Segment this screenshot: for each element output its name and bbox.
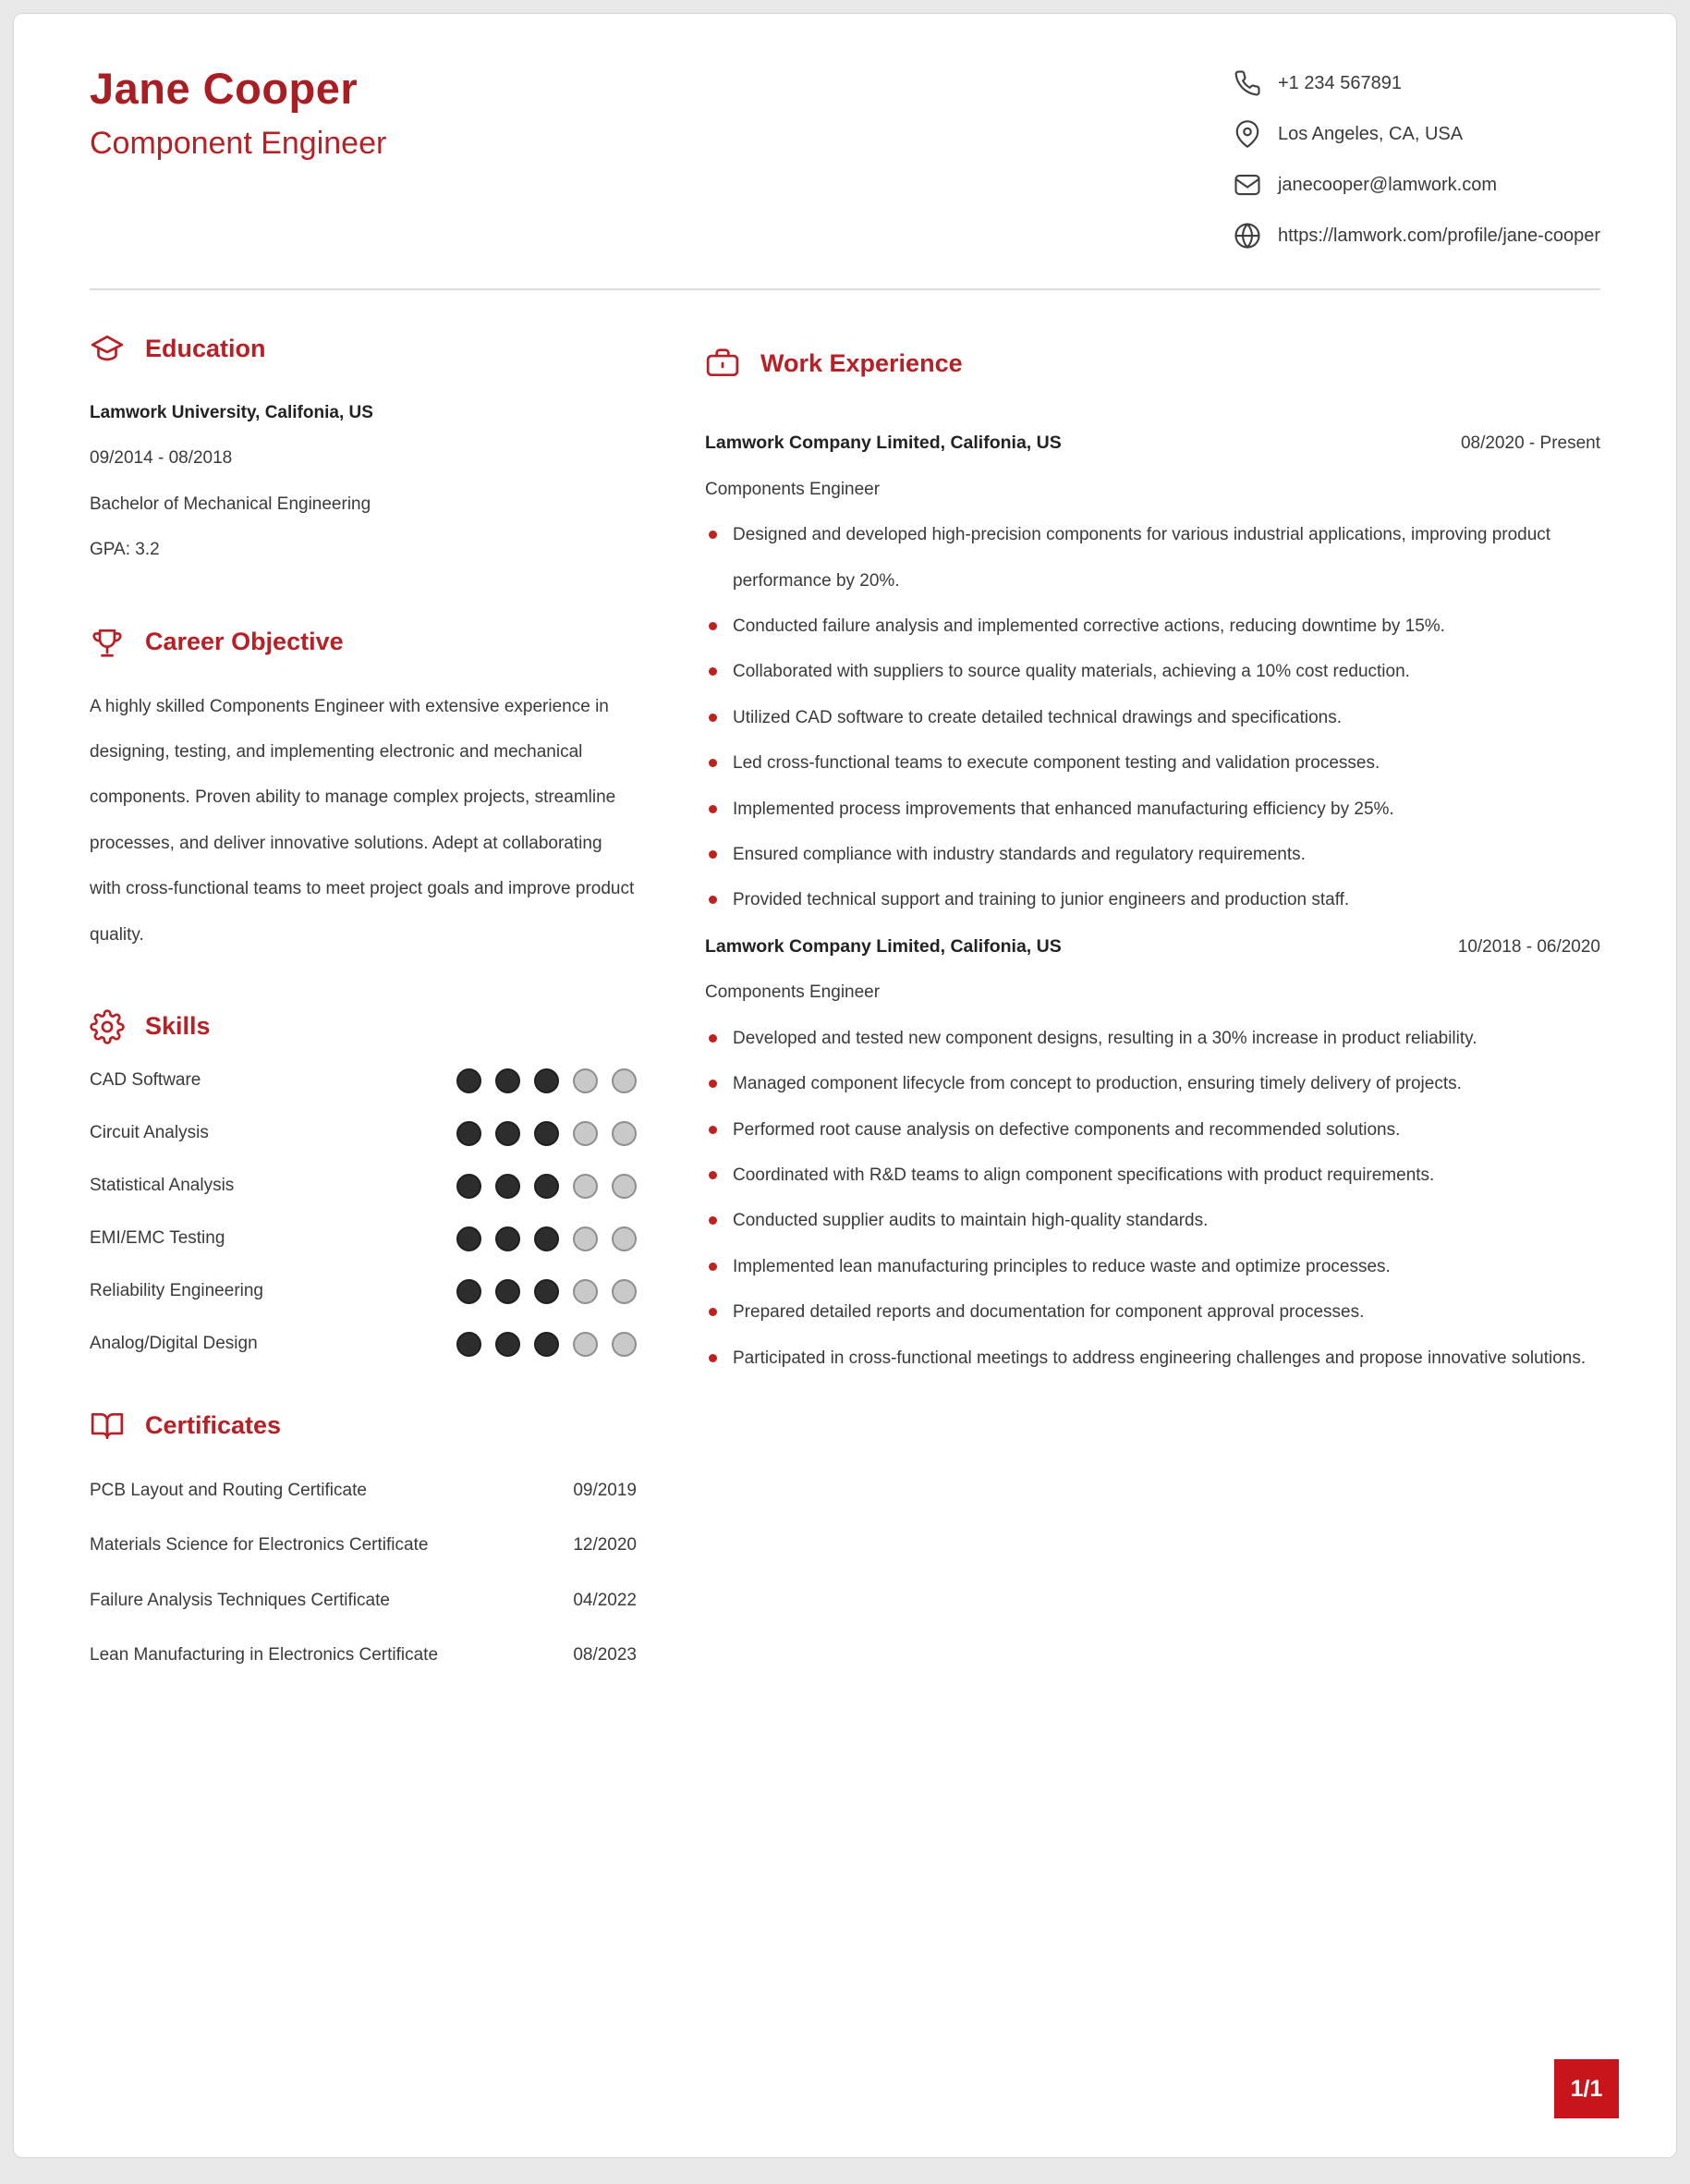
skill-dot-filled xyxy=(456,1332,481,1357)
contact-location xyxy=(1234,120,1600,148)
certificate-row xyxy=(90,1578,637,1623)
skill-dot-filled xyxy=(495,1121,520,1146)
experience-bullet: Developed and tested new component designs, resulting in a 30% increase in product reliability. xyxy=(705,1016,1600,1061)
certificate-date: 12/2020 xyxy=(573,1535,637,1556)
job-header xyxy=(705,923,1600,970)
certificate-date: 08/2023 xyxy=(573,1645,637,1665)
experience-bullet: Performed root cause analysis on defective components and recommended solutions. xyxy=(705,1107,1600,1153)
contact-location-text: Los Angeles, CA, USA xyxy=(1277,123,1464,144)
gear-icon xyxy=(90,1009,125,1044)
skill-level-dots xyxy=(456,1174,637,1199)
job-company: Lamwork Company Limited, Califonia, US xyxy=(705,433,1062,454)
experience-bullet: Ensured compliance with industry standards and regulatory requirements. xyxy=(705,832,1600,877)
experience-bullet: Prepared detailed reports and documentation for component approval processes. xyxy=(705,1289,1600,1335)
skill-dot-filled xyxy=(495,1226,520,1251)
certificate-row xyxy=(90,1522,637,1568)
skill-level-dots xyxy=(456,1068,637,1093)
email-icon xyxy=(1234,171,1261,199)
skill-dot-filled xyxy=(534,1226,559,1251)
skill-dot-empty xyxy=(612,1226,637,1251)
contact-phone-text: +1 234 567891 xyxy=(1277,72,1402,93)
education-dates: 09/2014 - 08/2018 xyxy=(90,448,233,469)
experience-bullet: Conducted failure analysis and implemented corrective actions, reducing downtime by 15%. xyxy=(705,604,1600,649)
skill-dot-empty xyxy=(612,1174,637,1199)
certificate-name: Failure Analysis Techniques Certificate xyxy=(90,1590,390,1610)
job-company: Lamwork Company Limited, Califonia, US xyxy=(705,935,1062,957)
section-heading-certificates xyxy=(90,1409,637,1444)
experience-bullet: Provided technical support and training to junior engineers and production staff. xyxy=(705,877,1600,922)
job-entry xyxy=(705,420,1600,923)
person-title: Component Engineer xyxy=(90,126,387,162)
experience-bullet: Managed component lifecycle from concept to production, ensuring timely delivery of projects. xyxy=(705,1061,1600,1106)
skill-name: Analog/Digital Design xyxy=(90,1334,258,1354)
person-name: Jane Cooper xyxy=(90,64,359,113)
contact-website xyxy=(1234,222,1600,250)
contact-website-text[interactable]: https://lamwork.com/profile/jane-cooper xyxy=(1277,225,1600,246)
skill-dot-filled xyxy=(534,1121,559,1146)
trophy-icon xyxy=(90,625,125,660)
graduation-cap-icon xyxy=(90,331,125,366)
section-title-work-experience: Work Experience xyxy=(760,349,963,377)
job-header xyxy=(705,420,1600,467)
globe-icon xyxy=(1234,222,1261,250)
education-school: Lamwork University, Califonia, US xyxy=(90,403,373,422)
experience-bullet: Conducted supplier audits to maintain high-quality standards. xyxy=(705,1198,1600,1243)
skills-section xyxy=(90,1009,637,1357)
header xyxy=(90,64,1600,250)
skill-dot-filled xyxy=(456,1121,481,1146)
contact-list xyxy=(1234,64,1600,250)
experience-bullet: Implemented lean manufacturing principles to reduce waste and optimize processes. xyxy=(705,1244,1600,1289)
location-icon xyxy=(1234,120,1261,148)
page-indicator-badge: 1/1 xyxy=(1554,2059,1619,2118)
skill-dot-filled xyxy=(456,1174,481,1199)
skill-dot-empty xyxy=(573,1279,598,1304)
education-section xyxy=(90,331,637,573)
skill-row xyxy=(90,1226,637,1251)
contact-email-text[interactable]: janecooper@lamwork.com xyxy=(1277,174,1498,195)
certificate-name: Lean Manufacturing in Electronics Certificate xyxy=(90,1645,439,1665)
skill-dot-empty xyxy=(573,1121,598,1146)
skill-row xyxy=(90,1121,637,1146)
skill-dot-empty xyxy=(573,1174,598,1199)
skill-dot-filled xyxy=(495,1332,520,1357)
section-heading-skills xyxy=(90,1009,637,1044)
section-heading-career-objective xyxy=(90,625,637,660)
header-divider xyxy=(90,288,1600,290)
skill-name: Circuit Analysis xyxy=(90,1123,209,1143)
skill-row xyxy=(90,1279,637,1304)
skill-dot-filled xyxy=(456,1279,481,1304)
job-entry xyxy=(705,923,1600,1381)
skill-dot-filled xyxy=(456,1068,481,1093)
skill-name: Statistical Analysis xyxy=(90,1176,235,1196)
certificate-name: PCB Layout and Routing Certificate xyxy=(90,1480,367,1500)
identity-block xyxy=(90,64,386,163)
skill-dot-empty xyxy=(612,1121,637,1146)
resume-page xyxy=(13,13,1677,2158)
skill-dot-filled xyxy=(534,1332,559,1357)
skill-dot-empty xyxy=(573,1226,598,1251)
skill-name: Reliability Engineering xyxy=(90,1281,263,1301)
experience-bullet: Collaborated with suppliers to source quality materials, achieving a 10% cost reduction. xyxy=(705,649,1600,694)
certificate-name: Materials Science for Electronics Certificate xyxy=(90,1535,429,1556)
skill-dot-empty xyxy=(573,1068,598,1093)
experience-bullet: Participated in cross-functional meetings to address engineering challenges and propose innovative solutions. xyxy=(705,1336,1600,1381)
section-title-career-objective: Career Objective xyxy=(145,628,344,656)
skill-dot-filled xyxy=(456,1226,481,1251)
certificates-section xyxy=(90,1409,637,1678)
experience-bullet: Implemented process improvements that enhanced manufacturing efficiency by 25%. xyxy=(705,787,1600,832)
phone-icon xyxy=(1234,69,1261,97)
career-objective-text: A highly skilled Components Engineer with extensive experience in designing, testing, and implementing electronic and mechanical components. Proven ability to manage complex projects, streamline processes, and deliver innovative solutions. Adept at collaborating with cross-functional teams to meet project goals and improve product quality. xyxy=(90,696,635,945)
experience-bullet: Coordinated with R&D teams to align component specifications with product requirements. xyxy=(705,1153,1600,1198)
section-title-skills: Skills xyxy=(145,1012,211,1041)
skill-level-dots xyxy=(456,1332,637,1357)
skill-dot-filled xyxy=(534,1279,559,1304)
right-column xyxy=(705,331,1600,1678)
education-degree: Bachelor of Mechanical Engineering xyxy=(90,494,371,514)
job-role: Components Engineer xyxy=(705,982,881,1003)
skill-dot-filled xyxy=(534,1068,559,1093)
skill-level-dots xyxy=(456,1226,637,1251)
left-column xyxy=(90,331,637,1678)
skill-dot-empty xyxy=(612,1332,637,1357)
section-title-certificates: Certificates xyxy=(145,1411,282,1440)
skill-row xyxy=(90,1068,637,1093)
open-book-icon xyxy=(90,1409,125,1444)
section-heading-education xyxy=(90,331,637,366)
skill-dot-filled xyxy=(495,1068,520,1093)
career-objective-section xyxy=(90,625,637,958)
skill-row xyxy=(90,1174,637,1199)
job-role: Components Engineer xyxy=(705,479,881,499)
job-dates: 08/2020 - Present xyxy=(1460,433,1600,454)
experience-bullet: Designed and developed high-precision components for various industrial applications, improving product performance by 20%. xyxy=(705,512,1600,604)
skill-dot-filled xyxy=(534,1174,559,1199)
education-gpa: GPA: 3.2 xyxy=(90,540,160,560)
skill-level-dots xyxy=(456,1279,637,1304)
certificate-date: 04/2022 xyxy=(573,1590,637,1610)
certificate-row xyxy=(90,1468,637,1513)
skill-dot-filled xyxy=(495,1279,520,1304)
skill-dot-filled xyxy=(495,1174,520,1199)
certificate-date: 09/2019 xyxy=(573,1480,637,1500)
contact-phone xyxy=(1234,69,1600,97)
job-dates: 10/2018 - 06/2020 xyxy=(1457,936,1600,957)
job-bullet-list xyxy=(705,512,1600,923)
job-bullet-list xyxy=(705,1016,1600,1381)
experience-bullet: Led cross-functional teams to execute component testing and validation processes. xyxy=(705,740,1600,786)
skill-name: CAD Software xyxy=(90,1070,201,1091)
work-experience-section xyxy=(705,331,1600,1381)
section-heading-work-experience xyxy=(705,331,1600,396)
skill-dot-empty xyxy=(612,1279,637,1304)
skill-name: EMI/EMC Testing xyxy=(90,1228,225,1249)
experience-bullet: Utilized CAD software to create detailed technical drawings and specifications. xyxy=(705,695,1600,740)
skill-dot-empty xyxy=(573,1332,598,1357)
briefcase-icon xyxy=(705,346,740,381)
skill-level-dots xyxy=(456,1121,637,1146)
skill-dot-empty xyxy=(612,1068,637,1093)
content-columns xyxy=(90,331,1600,1678)
contact-email xyxy=(1234,171,1600,199)
section-title-education: Education xyxy=(145,334,266,362)
certificate-row xyxy=(90,1632,637,1678)
skill-row xyxy=(90,1332,637,1357)
